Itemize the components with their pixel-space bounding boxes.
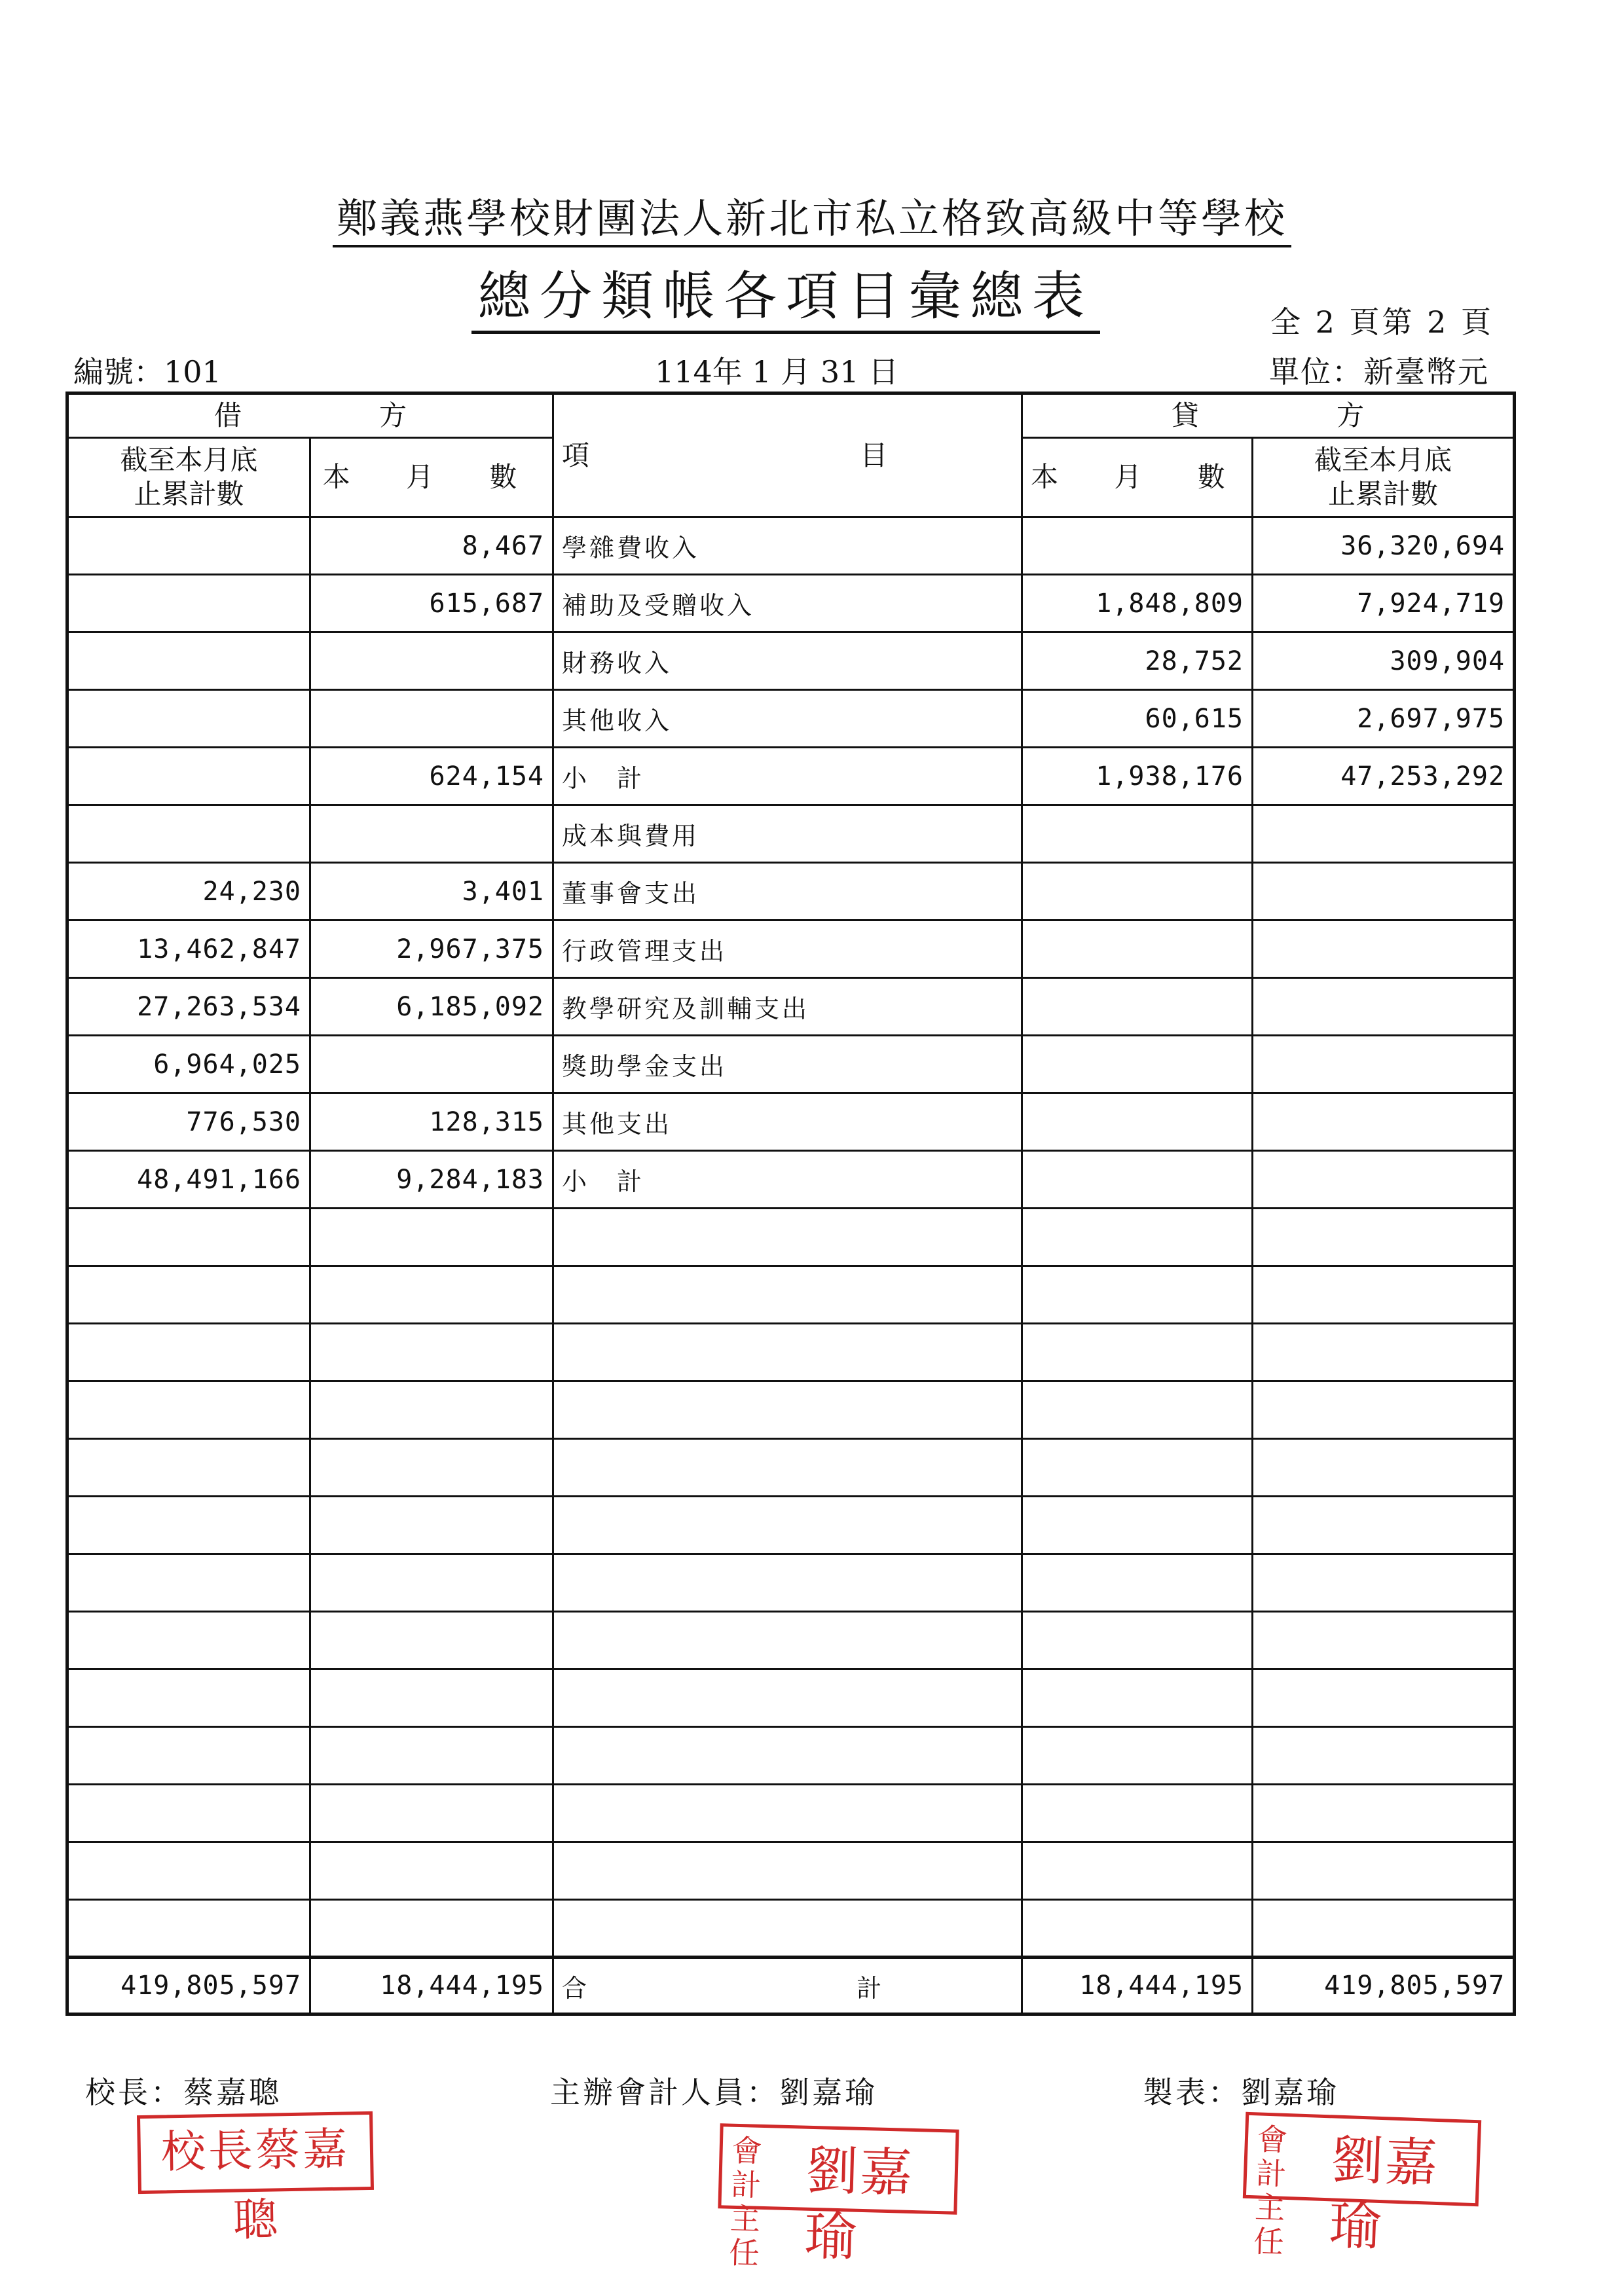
credit-month-cell — [1022, 920, 1253, 978]
credit-month-cell: 1,938,176 — [1022, 748, 1253, 805]
total-debit-month: 18,444,195 — [310, 1958, 553, 2014]
debit-month-cell — [310, 1900, 553, 1958]
credit-cumulative-header: 截至本月底 止累計數 — [1253, 438, 1515, 517]
debit-cumulative-cell — [67, 575, 310, 632]
item-name-cell — [553, 1669, 1022, 1727]
credit-month-header: 本 月 數 — [1022, 438, 1253, 517]
debit-month-cell — [310, 690, 553, 748]
preparer-seal-name: 劉嘉瑜 — [1327, 2129, 1440, 2258]
credit-month-cell — [1022, 805, 1253, 863]
credit-cumulative-cell — [1253, 1842, 1515, 1900]
item-name-cell — [553, 1324, 1022, 1381]
accounting-seal-title: 會計主任 — [728, 2132, 767, 2272]
total-row — [67, 1958, 1515, 2014]
table-row — [67, 1785, 1515, 1842]
debit-month-cell: 128,315 — [310, 1093, 553, 1151]
debit-month-cell — [310, 1209, 553, 1266]
credit-cumulative-cell — [1253, 1900, 1515, 1958]
debit-cumulative-cell: 48,491,166 — [67, 1151, 310, 1209]
item-name-cell: 行政管理支出 — [553, 920, 1022, 978]
debit-cumulative-cell — [67, 805, 310, 863]
debit-cumulative-cell — [67, 1554, 310, 1612]
credit-month-cell — [1022, 1497, 1253, 1554]
debit-cumulative-cell — [67, 1842, 310, 1900]
debit-month-cell: 3,401 — [310, 863, 553, 920]
credit-month-cell — [1022, 1036, 1253, 1093]
debit-month-cell: 9,284,183 — [310, 1151, 553, 1209]
debit-month-cell — [310, 1842, 553, 1900]
credit-month-cell — [1022, 1554, 1253, 1612]
credit-month-cell: 1,848,809 — [1022, 575, 1253, 632]
item-name-cell: 獎助學金支出 — [553, 1036, 1022, 1093]
credit-cumulative-cell: 2,697,975 — [1253, 690, 1515, 748]
credit-month-cell — [1022, 1785, 1253, 1842]
credit-month-cell — [1022, 1151, 1253, 1209]
table-row — [67, 690, 1515, 748]
debit-month-cell: 624,154 — [310, 748, 553, 805]
accounting-seal-stamp — [718, 2123, 959, 2272]
debit-cumulative-cell: 13,462,847 — [67, 920, 310, 978]
credit-month-cell — [1022, 1612, 1253, 1669]
credit-cumulative-cell: 47,253,292 — [1253, 748, 1515, 805]
document-number: 編號：101 — [73, 354, 221, 390]
debit-month-cell: 8,467 — [310, 517, 553, 575]
document-date: 114年 1 月 31 日 — [655, 354, 899, 390]
credit-cumulative-cell — [1253, 920, 1515, 978]
credit-header: 貸 方 — [1022, 393, 1515, 438]
credit-cumulative-cell: 309,904 — [1253, 632, 1515, 690]
debit-cumulative-cell — [67, 1669, 310, 1727]
table-row — [67, 1266, 1515, 1324]
debit-cumulative-cell: 6,964,025 — [67, 1036, 310, 1093]
credit-cumulative-cell — [1253, 978, 1515, 1036]
preparer-seal-stamp — [1243, 2112, 1481, 2261]
credit-month-cell — [1022, 1669, 1253, 1727]
item-name-cell: 其他收入 — [553, 690, 1022, 748]
table-row — [67, 1554, 1515, 1612]
credit-month-cell — [1022, 1439, 1253, 1497]
item-name-cell: 財務收入 — [553, 632, 1022, 690]
debit-cumulative-cell — [67, 1439, 310, 1497]
principal-seal-stamp: 校長蔡嘉聰 — [137, 2111, 374, 2194]
credit-cumulative-cell — [1253, 1209, 1515, 1266]
credit-cumulative-cell — [1253, 1497, 1515, 1554]
debit-cumulative-cell: 24,230 — [67, 863, 310, 920]
credit-month-cell — [1022, 1324, 1253, 1381]
table-row — [67, 1727, 1515, 1785]
debit-cumulative-cell — [67, 1209, 310, 1266]
debit-cumulative-header: 截至本月底 止累計數 — [67, 438, 310, 517]
credit-cumulative-cell — [1253, 863, 1515, 920]
table-row — [67, 1669, 1515, 1727]
table-row — [67, 863, 1515, 920]
total-label: 合 計 — [553, 1958, 1022, 2014]
debit-cumulative-cell — [67, 1727, 310, 1785]
debit-month-cell — [310, 1324, 553, 1381]
credit-month-cell — [1022, 1381, 1253, 1439]
table-row — [67, 1381, 1515, 1439]
debit-cumulative-cell — [67, 690, 310, 748]
debit-month-cell — [310, 1669, 553, 1727]
table-row — [67, 1497, 1515, 1554]
table-row — [67, 978, 1515, 1036]
debit-cumulative-cell — [67, 517, 310, 575]
credit-month-cell — [1022, 863, 1253, 920]
ledger-table — [65, 392, 1516, 2016]
debit-month-cell — [310, 1727, 553, 1785]
table-row — [67, 1151, 1515, 1209]
table-row — [67, 1842, 1515, 1900]
table-row — [67, 1209, 1515, 1266]
item-name-cell — [553, 1785, 1022, 1842]
debit-month-cell — [310, 1554, 553, 1612]
item-name-cell: 學雜費收入 — [553, 517, 1022, 575]
debit-cumulative-cell — [67, 1900, 310, 1958]
organization-title: 鄭義燕學校財團法人新北市私立格致高級中等學校 — [0, 186, 1624, 244]
credit-cumulative-cell — [1253, 1381, 1515, 1439]
item-name-cell: 成本與費用 — [553, 805, 1022, 863]
item-name-cell: 小 計 — [553, 748, 1022, 805]
debit-month-cell — [310, 805, 553, 863]
debit-cumulative-cell — [67, 1497, 310, 1554]
debit-month-cell — [310, 1497, 553, 1554]
total-credit-month: 18,444,195 — [1022, 1958, 1253, 2014]
item-name-cell — [553, 1439, 1022, 1497]
credit-month-cell — [1022, 1209, 1253, 1266]
table-row — [67, 748, 1515, 805]
table-row — [67, 1036, 1515, 1093]
credit-cumulative-cell — [1253, 1036, 1515, 1093]
item-name-cell — [553, 1612, 1022, 1669]
debit-month-cell: 2,967,375 — [310, 920, 553, 978]
item-name-cell — [553, 1497, 1022, 1554]
credit-cumulative-cell — [1253, 1266, 1515, 1324]
debit-month-cell — [310, 1381, 553, 1439]
credit-cumulative-cell — [1253, 1669, 1515, 1727]
credit-cumulative-cell: 7,924,719 — [1253, 575, 1515, 632]
debit-cumulative-cell — [67, 1381, 310, 1439]
credit-cumulative-cell — [1253, 1151, 1515, 1209]
debit-cumulative-cell: 27,263,534 — [67, 978, 310, 1036]
preparer-signature-label: 製表：劉嘉瑜 — [1143, 2075, 1339, 2110]
debit-cumulative-cell — [67, 632, 310, 690]
credit-cumulative-cell — [1253, 1093, 1515, 1151]
item-name-cell: 補助及受贈收入 — [553, 575, 1022, 632]
credit-month-cell — [1022, 1266, 1253, 1324]
accounting-seal-name: 劉嘉瑜 — [803, 2140, 915, 2268]
debit-month-cell — [310, 1036, 553, 1093]
table-row — [67, 517, 1515, 575]
table-row — [67, 1612, 1515, 1669]
table-row — [67, 1324, 1515, 1381]
debit-month-cell — [310, 1439, 553, 1497]
item-name-cell: 教學研究及訓輔支出 — [553, 978, 1022, 1036]
debit-cumulative-cell — [67, 1266, 310, 1324]
item-name-cell — [553, 1727, 1022, 1785]
debit-cumulative-cell — [67, 1324, 310, 1381]
item-name-cell — [553, 1900, 1022, 1958]
item-name-cell — [553, 1554, 1022, 1612]
ledger-body — [67, 517, 1515, 1958]
item-name-cell — [553, 1266, 1022, 1324]
credit-cumulative-cell — [1253, 1439, 1515, 1497]
item-header: 項 目 — [553, 393, 1022, 517]
credit-cumulative-cell — [1253, 1785, 1515, 1842]
debit-header: 借 方 — [67, 393, 553, 438]
item-name-cell — [553, 1209, 1022, 1266]
credit-month-cell — [1022, 517, 1253, 575]
credit-cumulative-cell — [1253, 1612, 1515, 1669]
table-row — [67, 575, 1515, 632]
item-name-cell: 其他支出 — [553, 1093, 1022, 1151]
total-debit-cumulative: 419,805,597 — [67, 1958, 310, 2014]
credit-cumulative-cell — [1253, 1727, 1515, 1785]
total-credit-cumulative: 419,805,597 — [1253, 1958, 1515, 2014]
table-row — [67, 920, 1515, 978]
principal-signature-label: 校長：蔡嘉聰 — [85, 2075, 282, 2110]
table-row — [67, 632, 1515, 690]
debit-month-cell — [310, 632, 553, 690]
table-row — [67, 1093, 1515, 1151]
debit-month-cell — [310, 1785, 553, 1842]
table-row — [67, 1439, 1515, 1497]
page-indicator: 全 2 頁第 2 頁 — [1270, 304, 1494, 340]
credit-cumulative-cell — [1253, 1554, 1515, 1612]
credit-month-cell — [1022, 1842, 1253, 1900]
document-title: 總分類帳各項目彙總表 — [0, 254, 1572, 329]
credit-cumulative-cell — [1253, 1324, 1515, 1381]
item-name-cell — [553, 1842, 1022, 1900]
debit-cumulative-cell: 776,530 — [67, 1093, 310, 1151]
credit-month-cell — [1022, 978, 1253, 1036]
credit-month-cell — [1022, 1727, 1253, 1785]
debit-cumulative-cell — [67, 1612, 310, 1669]
debit-month-cell: 615,687 — [310, 575, 553, 632]
table-row — [67, 805, 1515, 863]
credit-month-cell — [1022, 1093, 1253, 1151]
debit-month-header: 本 月 數 — [310, 438, 553, 517]
debit-cumulative-cell — [67, 1785, 310, 1842]
credit-month-cell — [1022, 1900, 1253, 1958]
table-row — [67, 1900, 1515, 1958]
credit-month-cell: 60,615 — [1022, 690, 1253, 748]
credit-cumulative-cell — [1253, 805, 1515, 863]
item-name-cell — [553, 1381, 1022, 1439]
debit-month-cell — [310, 1266, 553, 1324]
debit-month-cell — [310, 1612, 553, 1669]
currency-unit: 單位：新臺幣元 — [1269, 354, 1489, 390]
debit-month-cell: 6,185,092 — [310, 978, 553, 1036]
preparer-seal-title: 會計主任 — [1253, 2121, 1292, 2261]
accounting-signature-label: 主辦會計人員：劉嘉瑜 — [550, 2075, 877, 2110]
item-name-cell: 小 計 — [553, 1151, 1022, 1209]
debit-cumulative-cell — [67, 748, 310, 805]
credit-month-cell: 28,752 — [1022, 632, 1253, 690]
item-name-cell: 董事會支出 — [553, 863, 1022, 920]
credit-cumulative-cell: 36,320,694 — [1253, 517, 1515, 575]
